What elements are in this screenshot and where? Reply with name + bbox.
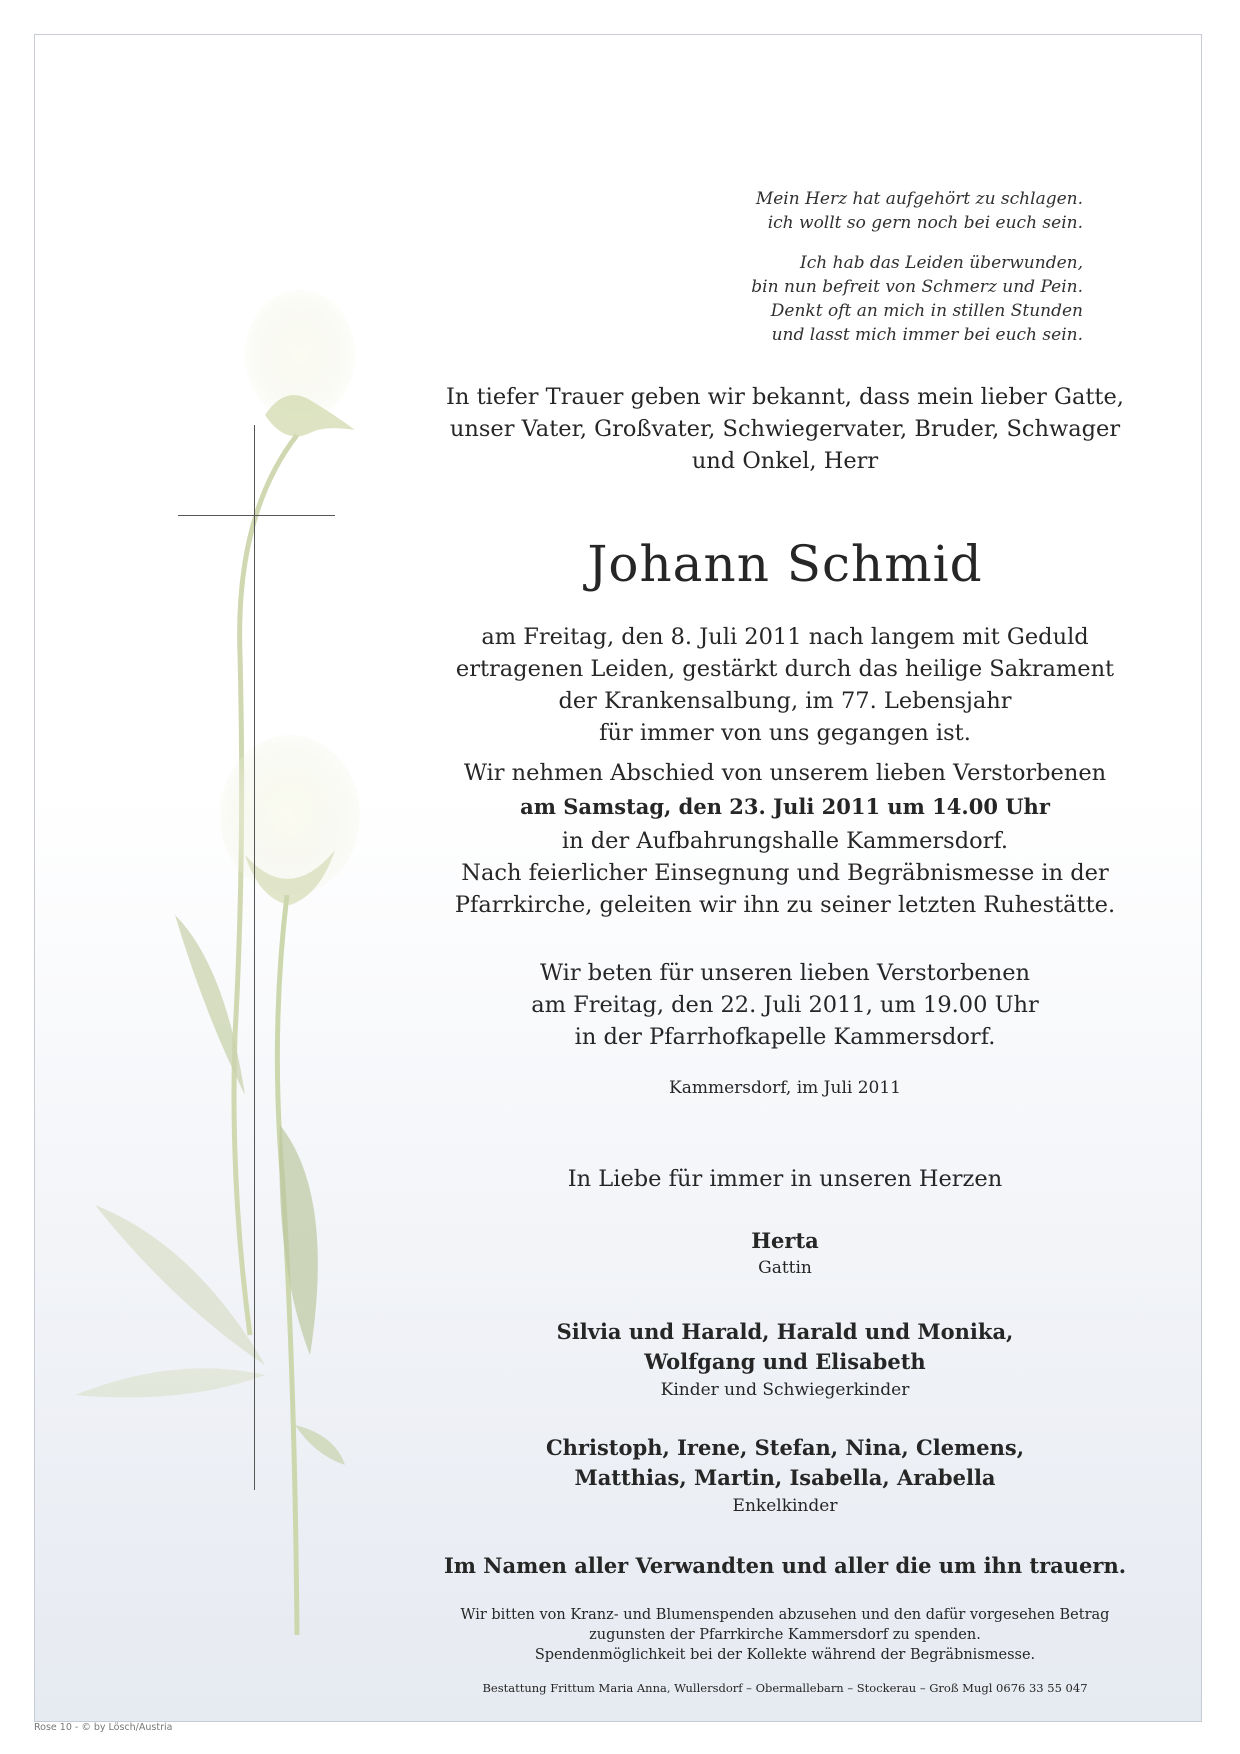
announcement-intro: [365, 381, 1202, 477]
details-line: der Krankensalbung, im 77. Lebensjahr: [558, 688, 1012, 714]
donation-note: [365, 1605, 1202, 1665]
farewell-line: in der Aufbahrungshalle Kammersdorf.: [561, 828, 1009, 854]
details-line: am Freitag, den 8. Juli 2011 nach langem mit Geduld: [481, 624, 1089, 650]
donation-line: Wir bitten von Kranz- und Blumenspenden abzusehen und den dafür vorgesehen Betrag: [460, 1607, 1110, 1623]
farewell-intro: Wir nehmen Abschied von unserem lieben Verstorbenen: [463, 760, 1107, 786]
donation-line: zugunsten der Pfarrkirche Kammersdorf zu spenden.: [589, 1627, 981, 1643]
spouse-block: [365, 1227, 1202, 1281]
death-details: [365, 621, 1202, 749]
spouse-name: Herta: [751, 1228, 819, 1253]
prayer-line: in der Pfarrhofkapelle Kammersdorf.: [574, 1024, 996, 1050]
prayer-line: am Freitag, den 22. Juli 2011, um 19.00 Uhr: [531, 992, 1039, 1018]
deceased-name: Johann Schmid: [587, 535, 983, 593]
poem-line: ich wollt so gern noch bei euch sein.: [767, 213, 1083, 233]
cross-vertical: [254, 425, 255, 1490]
intro-line: In tiefer Trauer geben wir bekannt, dass mein lieber Gatte,: [446, 384, 1124, 410]
grandchildren-role: Enkelkinder: [732, 1496, 838, 1516]
children-line: Silvia und Harald, Harald und Monika,: [556, 1319, 1014, 1344]
poem-line: Mein Herz hat aufgehört zu schlagen.: [755, 189, 1083, 209]
details-line: für immer von uns gegangen ist.: [599, 720, 971, 746]
grandchildren-line: Christoph, Irene, Stefan, Nina, Clemens,: [545, 1435, 1025, 1460]
poem-stanza-1: [756, 187, 1083, 235]
spouse-role: Gattin: [758, 1258, 812, 1278]
love-line: In Liebe für immer in unseren Herzen: [567, 1166, 1003, 1192]
children-line: Wolfgang und Elisabeth: [644, 1349, 926, 1374]
farewell-line: Nach feierlicher Einsegnung und Begräbnismesse in der: [461, 860, 1109, 886]
children-block: [365, 1317, 1202, 1403]
place-date: Kammersdorf, im Juli 2011: [669, 1078, 901, 1098]
farewell-section: [365, 757, 1202, 921]
farewell-datetime: am Samstag, den 23. Juli 2011 um 14.00 Uhr: [520, 794, 1050, 819]
prayer-section: [365, 957, 1202, 1053]
poem-stanza-2: [751, 251, 1083, 347]
poem-line: Ich hab das Leiden überwunden,: [800, 253, 1083, 273]
details-line: ertragenen Leiden, gestärkt durch das heilige Sakrament: [455, 656, 1115, 682]
intro-line: unser Vater, Großvater, Schwiegervater, Bruder, Schwager: [449, 416, 1121, 442]
cross-horizontal: [178, 515, 335, 516]
poem-line: Denkt oft an mich in stillen Stunden: [770, 301, 1083, 321]
children-role: Kinder und Schwiegerkinder: [660, 1380, 910, 1400]
intro-line: und Onkel, Herr: [691, 448, 879, 474]
closing-line: Im Namen aller Verwandten und aller die um ihn trauern.: [443, 1553, 1127, 1578]
parte-page: [34, 34, 1202, 1722]
poem-line: bin nun befreit von Schmerz und Pein.: [751, 277, 1083, 297]
prayer-line: Wir beten für unseren lieben Verstorbenen: [539, 960, 1031, 986]
undertaker-line: Bestattung Frittum Maria Anna, Wullersdorf – Obermallebarn – Stockerau – Groß Mugl 0676 33 55 047: [482, 1681, 1088, 1695]
poem-line: und lasst mich immer bei euch sein.: [771, 325, 1083, 345]
image-credit: Rose 10 - © by Lösch/Austria: [34, 1722, 173, 1733]
farewell-line: Pfarrkirche, geleiten wir ihn zu seiner letzten Ruhestätte.: [454, 892, 1116, 918]
donation-line: Spendenmöglichkeit bei der Kollekte während der Begräbnismesse.: [534, 1647, 1036, 1663]
grandchildren-line: Matthias, Martin, Isabella, Arabella: [574, 1465, 996, 1490]
grandchildren-block: [365, 1433, 1202, 1519]
